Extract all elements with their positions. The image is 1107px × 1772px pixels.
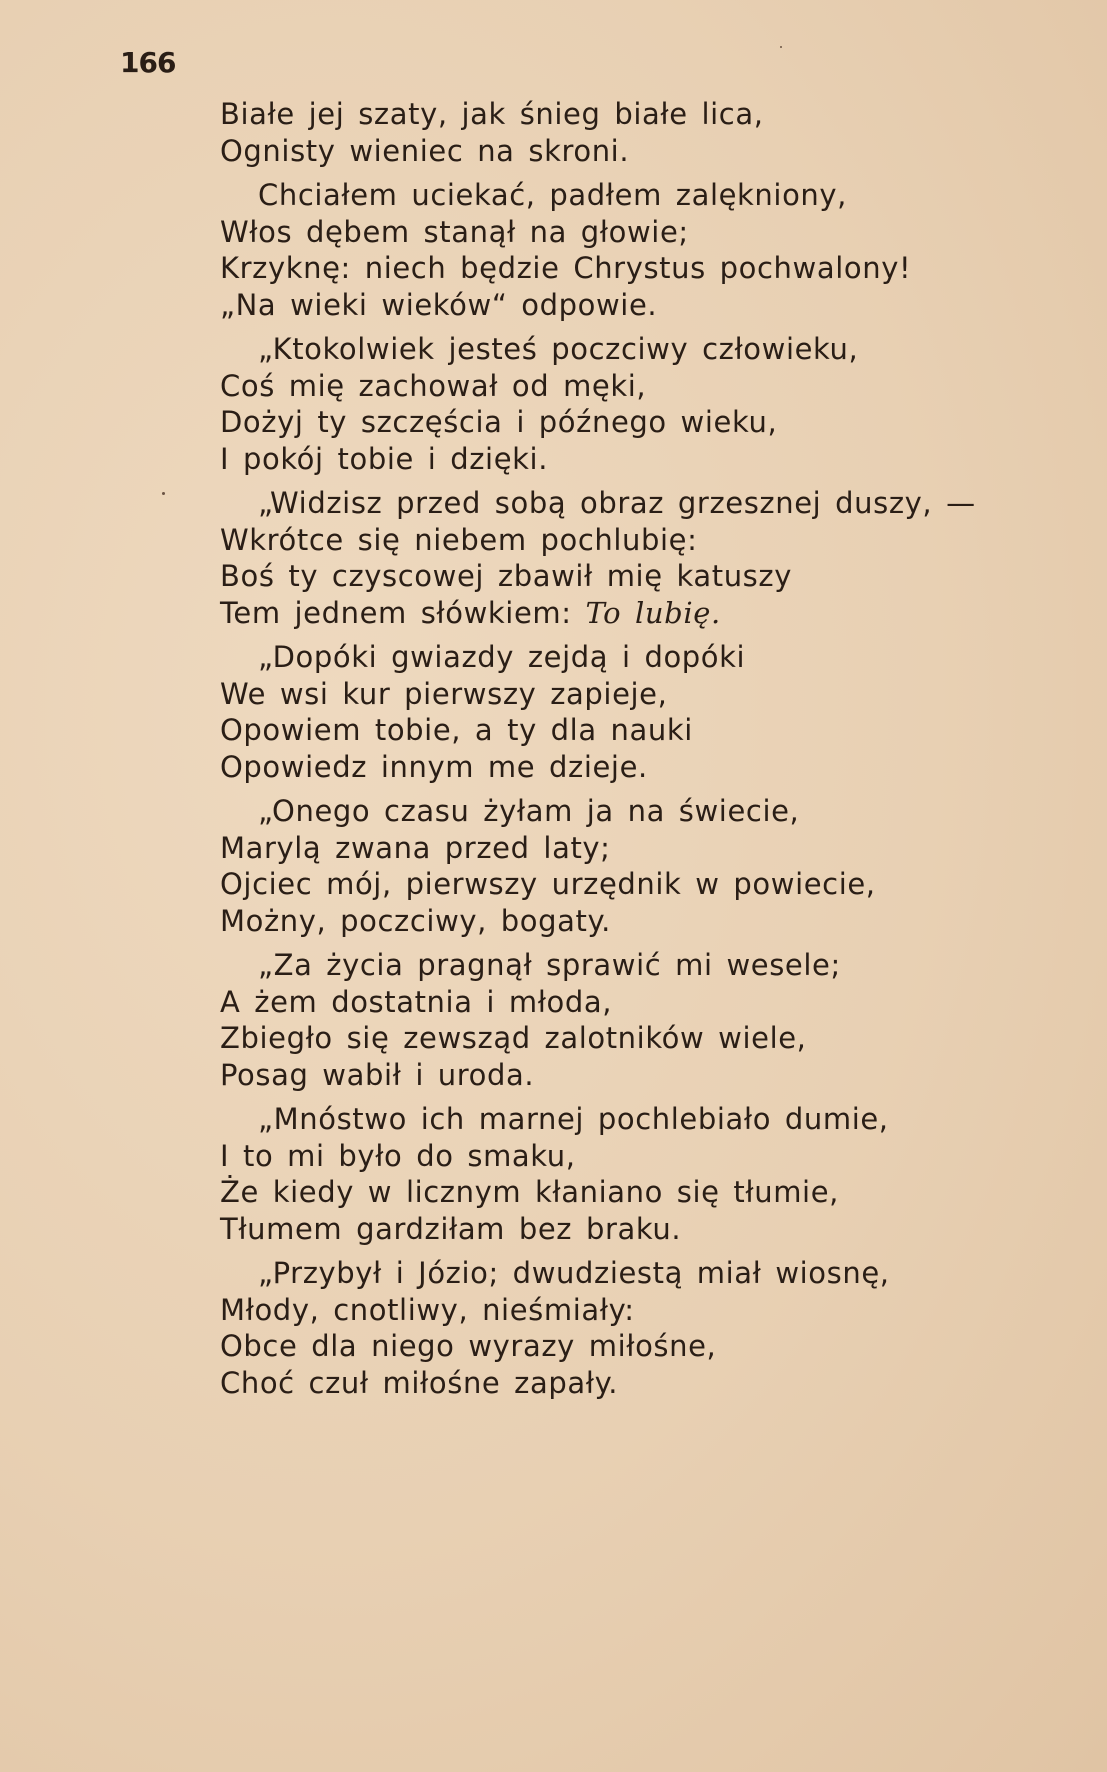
poem-line: Boś ty czyscowej zbawił mię katuszy: [220, 559, 792, 593]
poem-line: „Onego czasu żyłam ja na świecie,: [258, 794, 800, 828]
poem-line: We wsi kur pierwszy zapieje,: [220, 676, 668, 711]
poem-line: Choć czuł miłośne zapały.: [220, 1365, 619, 1400]
poem-line: „Za życia pragnął sprawić mi wesele;: [258, 948, 841, 982]
poem-line: Zbiegło się zewsząd zalotników wiele,: [220, 1021, 807, 1055]
poem-line: „Na wieki wieków“ odpowie.: [220, 287, 658, 322]
poem-line: Możny, poczciwy, bogaty.: [220, 903, 611, 938]
poem-line: „Mnóstwo ich marnej pochlebiało dumie,: [258, 1102, 889, 1136]
poem-line: Opowiem tobie, a ty dla nauki: [220, 713, 693, 747]
stanza: [220, 331, 1080, 477]
stanza: [220, 177, 1080, 323]
poem-line: Młody, cnotliwy, nieśmiały:: [220, 1292, 635, 1327]
stanza: [220, 793, 1080, 939]
poem-line: Wkrótce się niebem pochlubię:: [220, 522, 698, 557]
poem-line: Obce dla niego wyrazy miłośne,: [220, 1329, 717, 1363]
poem-line: Tłumem gardziłam bez braku.: [220, 1211, 682, 1246]
stanza: [220, 1255, 1080, 1401]
poem-line: Posag wabił i uroda.: [220, 1057, 535, 1092]
poem-line: Dożyj ty szczęścia i późnego wieku,: [220, 405, 778, 439]
stanza: [220, 947, 1080, 1093]
poem-line: „Dopóki gwiazdy zejdą i dopóki: [258, 640, 746, 674]
poem-line: Krzyknę: niech będzie Chrystus pochwalony!: [220, 251, 912, 285]
poem-line: Ognisty wieniec na skroni.: [220, 133, 630, 168]
poem-line: Że kiedy w licznym kłaniano się tłumie,: [220, 1175, 839, 1209]
paper-speck: [162, 492, 165, 495]
poem-line: Włos dębem stanął na głowie;: [220, 214, 689, 249]
poem-line: I pokój tobie i dzięki.: [220, 441, 549, 476]
italic-phrase: To lubię.: [585, 595, 721, 630]
poem-line-text: Tem jednem słówkiem:: [220, 595, 586, 630]
poem-line: Opowiedz innym me dzieje.: [220, 749, 648, 784]
poem-line: Coś mię zachował od męki,: [220, 368, 647, 403]
stanza: [220, 639, 1080, 785]
poem-line: [220, 595, 1080, 632]
paper-speck: [780, 46, 782, 48]
stanza: [220, 485, 1080, 631]
poem-line: I to mi było do smaku,: [220, 1138, 576, 1173]
stanza: [220, 96, 1080, 169]
poem-line: „Widzisz przed sobą obraz grzesznej duszy, —: [258, 486, 976, 520]
poem-line: Marylą zwana przed laty;: [220, 830, 611, 865]
poem-line: Chciałem uciekać, padłem zalękniony,: [258, 178, 847, 212]
page-number: 166: [120, 46, 176, 79]
poem-text: [220, 96, 1080, 1409]
poem-line: Ojciec mój, pierwszy urzędnik w powiecie,: [220, 867, 876, 901]
poem-line: A żem dostatnia i młoda,: [220, 984, 613, 1019]
poem-line: Białe jej szaty, jak śnieg białe lica,: [220, 97, 764, 131]
poem-line: „Przybył i Józio; dwudziestą miał wiosnę,: [258, 1256, 890, 1290]
stanza: [220, 1101, 1080, 1247]
poem-line: „Ktokolwiek jesteś poczciwy człowieku,: [258, 332, 859, 366]
